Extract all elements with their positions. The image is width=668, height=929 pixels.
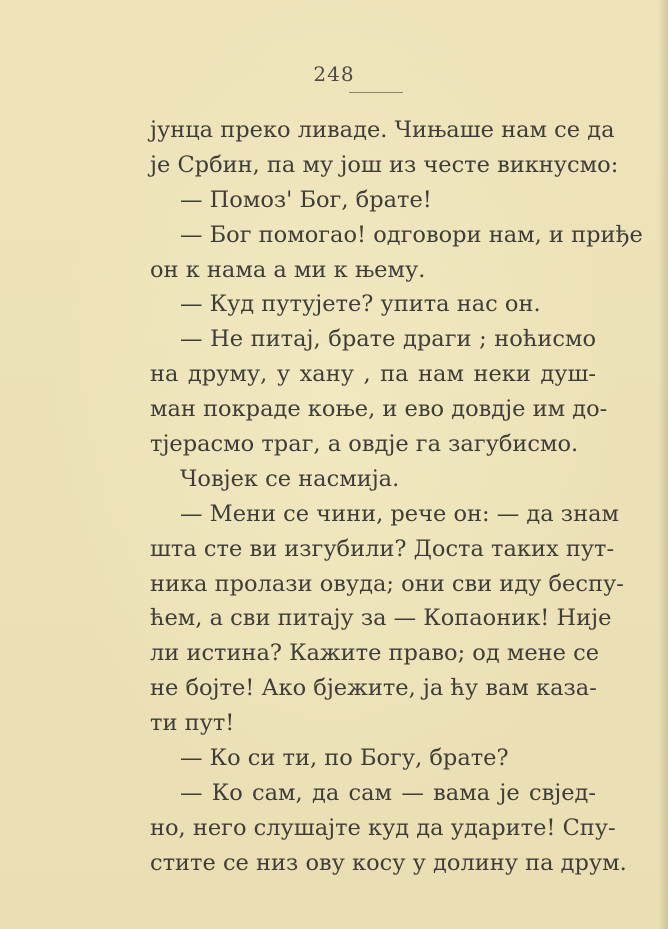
- text-line: ћем, а сви питају за — Копаоник! Није: [150, 605, 612, 632]
- text-line: Човјек се насмија.: [180, 465, 400, 492]
- text-line: — Не питај, брате драги ; ноћисмо: [180, 326, 596, 353]
- text-line: стите се низ ову косу у долину па друм.: [150, 849, 627, 876]
- page-number: 248: [313, 62, 355, 86]
- text-line: ти пут!: [150, 710, 235, 737]
- text-line: тјерасмо траг, а овдје га загубисмо.: [150, 431, 579, 458]
- page-edge-shadow: [658, 0, 668, 929]
- text-line: — Ко сам, да сам — вама је свјед-: [180, 779, 596, 806]
- body-text: [150, 113, 643, 881]
- text-line: — Мени се чини, рече он: — да знам: [180, 500, 619, 527]
- text-line: јунца преко ливаде. Чињаше нам се да: [150, 117, 615, 143]
- text-line: не бојте! Ако бјежите, ја ћу вам каза-: [150, 675, 597, 702]
- text-line: шта сте ви изгубили? Доста таких пут-: [150, 535, 615, 562]
- text-line: ман покраде коње, и ево довдје им до-: [150, 396, 608, 423]
- text-line: на друму, у хану , па нам неки душ-: [150, 361, 596, 388]
- page-number-underline: [349, 92, 403, 93]
- text-line: је Србин, па му још из честе викнусмо:: [150, 151, 619, 178]
- text-line: ника пролази овуда; они сви иду беспу-: [150, 570, 624, 597]
- text-line: — Ко си ти, по Богу, брате?: [180, 745, 509, 772]
- text-line: он к нама а ми к њему.: [150, 256, 426, 283]
- text-line: — Помоз' Бог, брате!: [180, 186, 432, 213]
- text-line: но, него слушајте куд да ударите! Спу-: [150, 814, 616, 841]
- text-line: ли истина? Кажите право; од мене се: [150, 640, 600, 667]
- text-line: — Бог помогао! одговори нам, и приђе: [180, 221, 643, 248]
- text-line: — Куд путујете? упита нас он.: [180, 291, 541, 318]
